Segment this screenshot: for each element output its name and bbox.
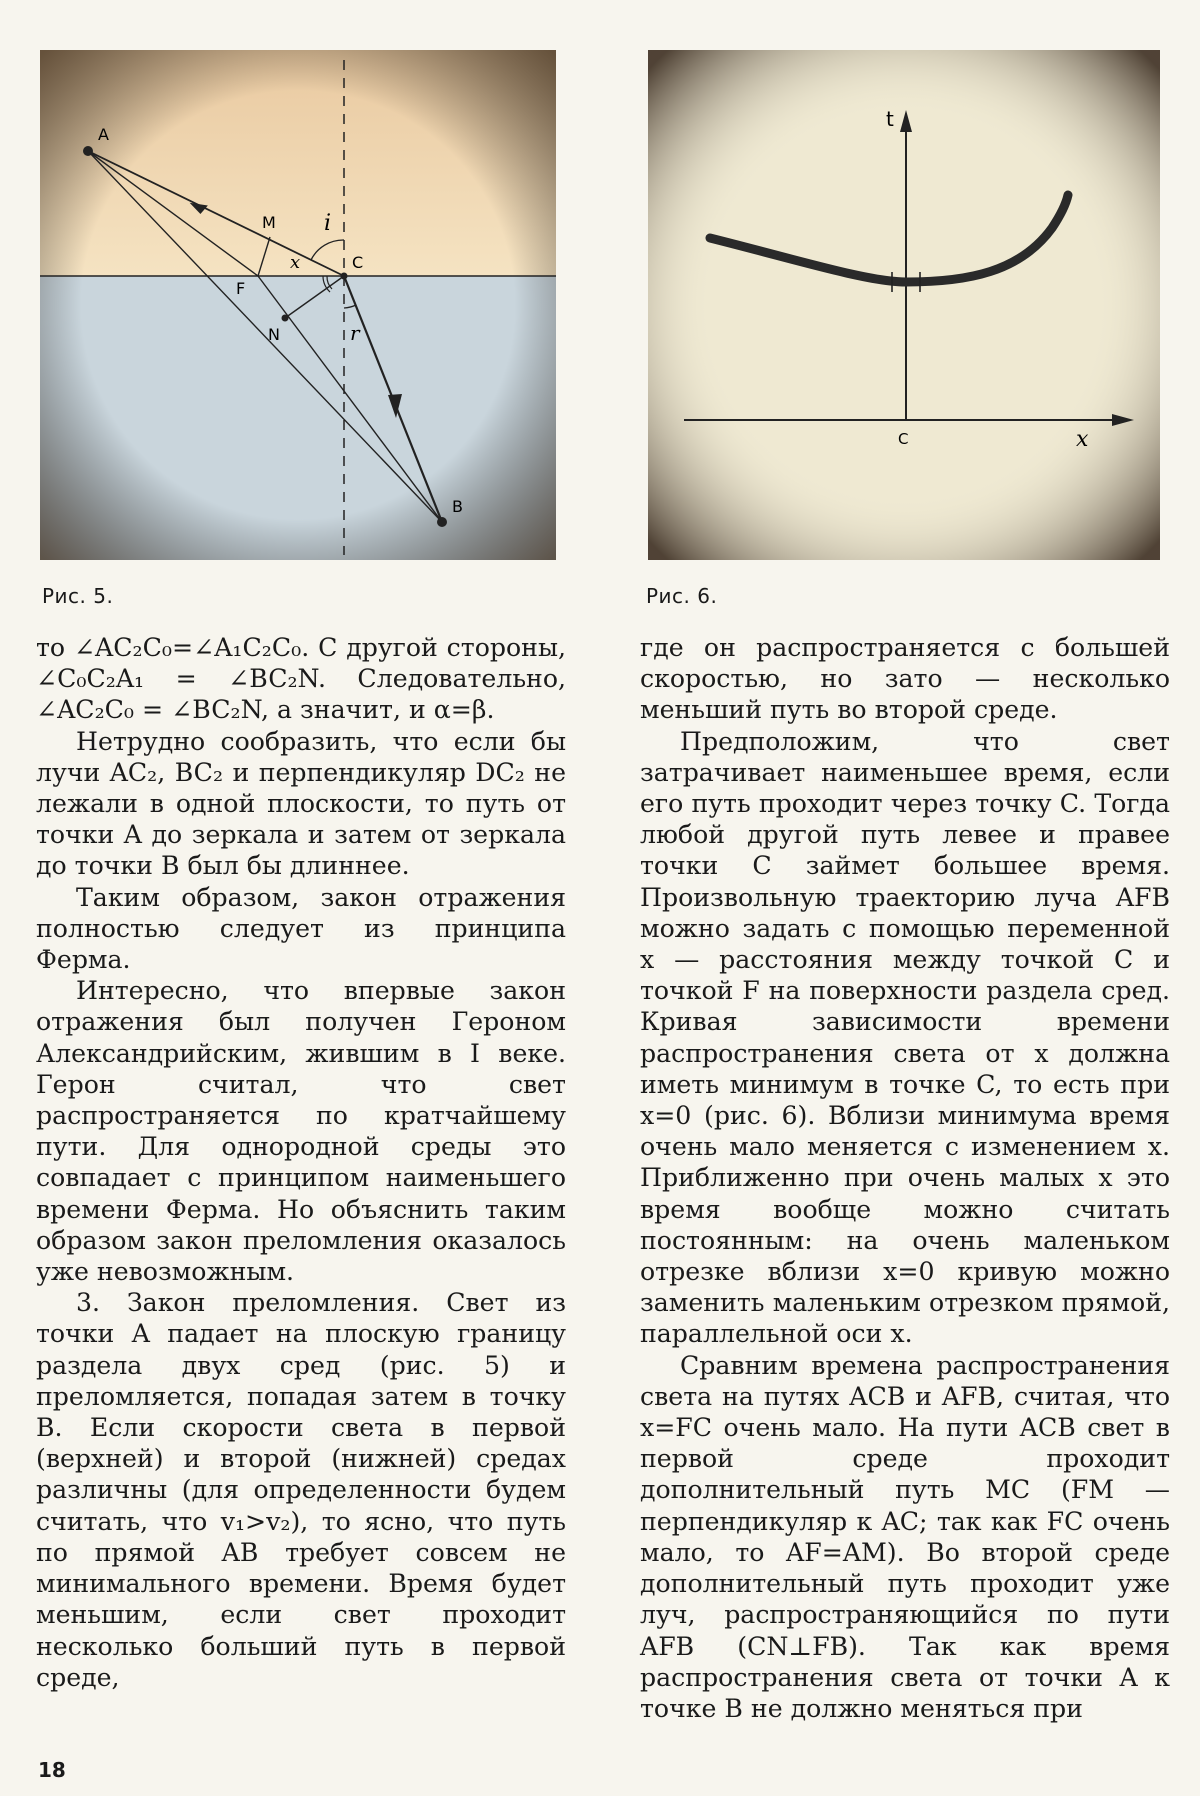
paragraph: Сравним времена распространения света на путях ACB и AFB, считая, что x=FC очень мало. На пути ACB свет в первой среде проходит дополнительный путь MC (FM — перпендикуляр к AC; так как FC очень мало, то AF=AM). Во второй среде дополнительный путь проходит уже луч, распространяющийся по пути AFB (CN⊥FB). Так как время распространения света от точки A к точке B не должно меняться при (640, 1350, 1170, 1723)
label-C: C (352, 253, 364, 272)
point-C (341, 273, 348, 280)
label-i: i (324, 211, 332, 236)
label-x: x (290, 252, 301, 273)
point-A (83, 146, 93, 156)
figure-6-graph (648, 50, 1160, 560)
figure-6-caption: Рис. 6. (646, 584, 718, 608)
paragraph: то ∠AC₂C₀=∠A₁C₂C₀. С другой стороны, ∠C₀C₂A₁ = ∠BC₂N. Следовательно, ∠AC₂C₀ = ∠BC₂N, а значит, и α=β. (36, 633, 566, 725)
page-number: 18 (38, 1758, 66, 1782)
paragraph: Таким образом, закон отражения полностью следует из принципа Ферма. (36, 882, 566, 975)
paragraph: где он распространяется с большей скоростью, но зато — несколько меньший путь во второй среде. (640, 633, 1170, 725)
label-r: r (350, 321, 360, 345)
label-B: B (452, 497, 463, 516)
left-column (36, 632, 566, 1693)
point-B (437, 517, 447, 527)
label-C: C (898, 430, 909, 448)
figure-5 (40, 50, 556, 560)
point-N (282, 315, 289, 322)
vignette (40, 50, 556, 560)
figure-6 (648, 50, 1160, 560)
figure-5-caption: Рис. 5. (42, 584, 114, 608)
paragraph: Интересно, что впервые закон отражения был получен Героном Александрийским, жившим в I веке. Герон считал, что свет распространяется по кратчайшему пути. Для однородной среды это совпадает с принципом наименьшего времени Ферма. Но объяснить таким образом закон преломления оказалось уже невозможным. (36, 976, 566, 1287)
paragraph: Нетрудно сообразить, что если бы лучи AC₂, BC₂ и перпендикуляр DC₂ не лежали в одной плоскости, то путь от точки A до зеркала и затем от зеркала до точки B был бы длиннее. (36, 726, 566, 881)
label-A: A (98, 125, 109, 144)
figure-5-diagram (40, 50, 556, 560)
right-column (640, 632, 1170, 1724)
label-t: t (886, 107, 894, 131)
label-x-axis: x (1076, 427, 1089, 452)
paragraph: 3. Закон преломления. Свет из точки A падает на плоскую границу раздела двух сред (рис. 5) и преломляется, попадая затем в точку B. Если скорости света в первой (верхней) и второй (нижней) средах различны (для определенности будем считать, что v₁>v₂), то ясно, что путь по прямой AB требует совсем не минимального времени. Время будет меньшим, если свет проходит несколько больший путь в первой среде, (36, 1288, 566, 1692)
label-N: N (268, 325, 280, 344)
label-F: F (236, 279, 246, 298)
paragraph: Предположим, что свет затрачивает наименьшее время, если его путь проходит через точку C. Тогда любой другой путь левее и правее точки C займет большее время. Произвольную траекторию луча AFB можно задать с помощью переменной x — расстояния между точкой C и точкой F на поверхности раздела сред. Кривая зависимости времени распространения света от x должна иметь минимум в точке C, то есть при x=0 (рис. 6). Вблизи минимума время очень мало меняется с изменением x. Приближенно при очень малых x это время вообще можно считать постоянным: на очень маленьком отрезке вблизи x=0 кривую можно заменить маленьким отрезком прямой, параллельной оси x. (640, 726, 1170, 1349)
label-M: M (262, 213, 276, 232)
